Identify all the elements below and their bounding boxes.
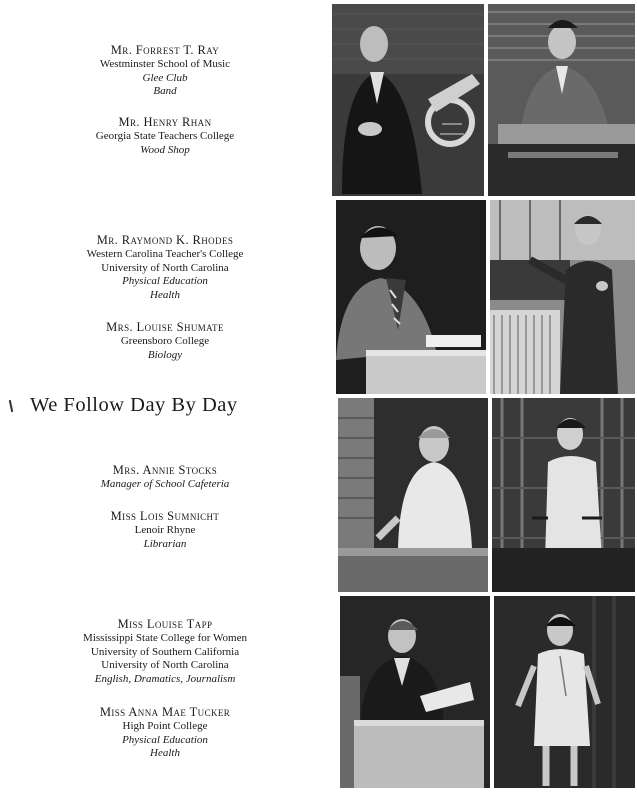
faculty-entry-rhan (40, 114, 290, 157)
photo-tucker (494, 596, 635, 788)
faculty-school: Lenoir Rhyne (134, 524, 196, 536)
faculty-school: Georgia State Teachers College (95, 130, 235, 142)
photo-rhan (488, 4, 635, 196)
faculty-role: Biology (147, 348, 183, 361)
faculty-role: Librarian (143, 537, 187, 550)
photo-ray (332, 4, 484, 196)
faculty-entry-sumnicht (40, 508, 290, 551)
faculty-role: Glee Club (142, 71, 188, 84)
faculty-name: Mr. Raymond K. Rhodes (96, 233, 234, 247)
faculty-role: Health (150, 288, 180, 301)
faculty-name: Mr. Forrest T. Ray (110, 43, 220, 57)
faculty-school: University of Southern California (90, 645, 240, 658)
photo-grid (330, 2, 637, 790)
faculty-school: University of North Carolina (101, 261, 229, 274)
faculty-role: Physical Education (122, 275, 208, 287)
faculty-school: Greensboro College (120, 335, 210, 347)
photo-tapp (340, 596, 490, 788)
faculty-entry-tapp (40, 616, 290, 686)
faculty-name: Miss Lois Sumnicht (110, 509, 220, 523)
faculty-entry-stocks (40, 462, 290, 492)
faculty-name: Mr. Henry Rhan (118, 115, 212, 129)
stray-mark (9, 400, 13, 412)
faculty-role: Health (150, 747, 180, 759)
faculty-entry-ray (40, 42, 290, 99)
photo-stocks (338, 398, 488, 592)
faculty-entry-rhodes (40, 232, 290, 302)
photo-rhodes (336, 200, 486, 394)
faculty-role: Manager of School Cafeteria (100, 478, 230, 490)
faculty-role: Band (153, 85, 177, 97)
faculty-name: Miss Louise Tapp (117, 617, 213, 631)
faculty-school: High Point College (122, 720, 208, 732)
faculty-role: Physical Education (122, 733, 208, 746)
faculty-school: Western Carolina Teacher's College (86, 248, 244, 260)
faculty-school: Mississippi State College for Women (83, 632, 247, 644)
faculty-school: University of North Carolina (101, 659, 229, 671)
faculty-school: Westminster School of Music (99, 58, 231, 70)
faculty-name: Miss Anna Mae Tucker (99, 705, 231, 719)
photo-shumate (490, 200, 635, 394)
faculty-entry-tucker (40, 704, 290, 761)
faculty-entry-shumate (40, 319, 290, 362)
faculty-role: English, Dramatics, Journalism (94, 672, 236, 685)
photo-sumnicht (492, 398, 635, 592)
faculty-name: Mrs. Annie Stocks (112, 463, 218, 477)
page-heading: We Follow Day By Day (30, 394, 238, 416)
faculty-name: Mrs. Louise Shumate (106, 320, 224, 334)
faculty-role: Wood Shop (140, 143, 190, 156)
